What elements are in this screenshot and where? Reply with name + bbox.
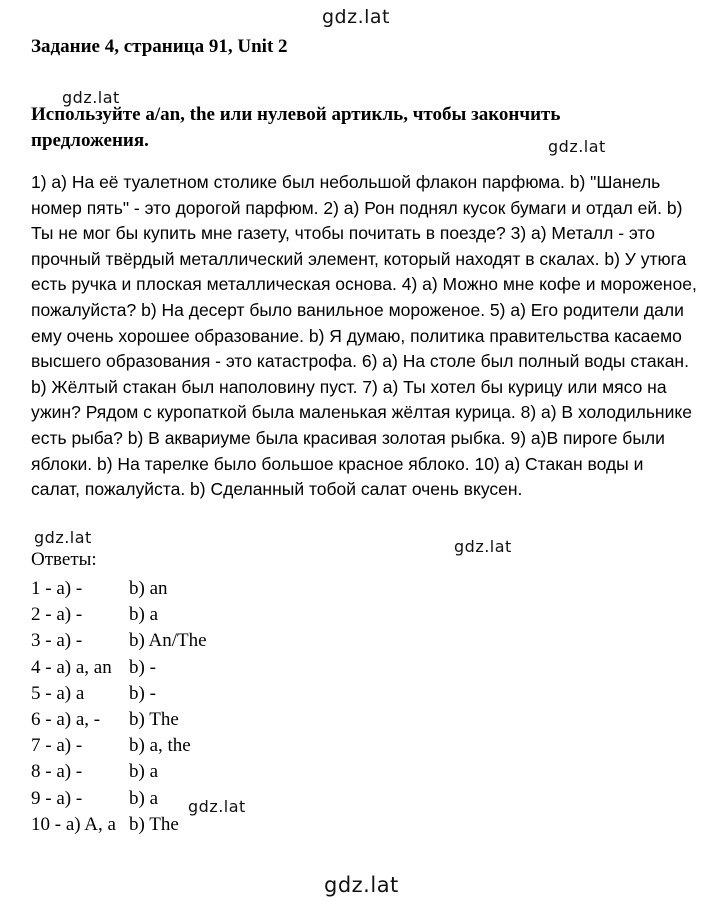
- watermark: gdz.lat: [188, 797, 246, 816]
- answer-b: b) The: [129, 708, 179, 730]
- answer-b: b) a: [129, 761, 159, 783]
- watermark: gdz.lat: [62, 88, 120, 107]
- answer-b: b) a: [129, 787, 159, 809]
- answer-a: 1 - a) -: [31, 578, 83, 599]
- answer-a: 6 - a) a, -: [31, 708, 101, 730]
- answer-a: 7 - a) -: [31, 735, 83, 757]
- watermark: gdz.lat: [454, 537, 512, 556]
- page-title: Задание 4, страница 91, Unit 2: [31, 36, 288, 57]
- exercise-body-text: 1) a) На её туалетном столике был небольшой флакон парфюма. b) "Шанель номер пять" - это дорогой парфюм. 2) a) Рон поднял кусок бумаги и отдал ей. b) Ты не мог бы купить мне газету, чтобы почитать в поезде? 3) a) Металл - это прочный твёрдый металлический элемент, который находят в скалах. b) У утюга есть ручка и плоская металлическая основа. 4) a) Можно мне кофе и мороженое, пожалуйста? b) На десерт было ванильное мороженое. 5) a) Его родители дали ему очень хорошее образование. b) Я думаю, политика правительства касаемо высшего образования - это катастрофа. 6) a) На столе был полный воды стакан. b) Жёлтый стакан был наполовину пуст. 7) a) Ты хотел бы курицу или мясо на ужин? Рядом с куропаткой была маленькая жёлтая курица. 8) a) В холодильнике есть рыба? b) В аквариуме была красивая золотая рыбка. 9) a)В пироге были яблоки. b) На тарелке было большое красное яблоко. 10) a) Стакан воды и салат, пожалуйста. b) Сделанный тобой салат очень вкусен.: [31, 172, 697, 500]
- answer-a: 10 - a) A, a: [31, 813, 116, 835]
- answer-b: b) a: [129, 604, 159, 626]
- answer-a: 9 - a) -: [31, 787, 83, 809]
- answer-a: 3 - a) -: [31, 630, 83, 652]
- answer-b: b) an: [129, 578, 168, 599]
- instruction-text: Используйте a/an, the или нулевой артикль, чтобы закончить предложения.: [31, 104, 561, 151]
- watermark: gdz.lat: [322, 6, 391, 28]
- answer-b: b) An/The: [129, 630, 207, 652]
- answer-b: b) a, the: [129, 735, 191, 757]
- answers-heading: Ответы:: [31, 549, 97, 570]
- watermark: gdz.lat: [324, 873, 399, 897]
- answer-a: 8 - a) -: [31, 761, 83, 783]
- watermark: gdz.lat: [548, 137, 606, 156]
- answer-b: b) -: [129, 682, 156, 704]
- watermark: gdz.lat: [34, 528, 92, 547]
- answer-b: b) The: [129, 813, 179, 835]
- answer-b: b) -: [129, 656, 156, 678]
- answer-a: 2 - a) -: [31, 604, 83, 626]
- answer-a: 4 - a) a, an: [31, 656, 112, 678]
- answer-a: 5 - a) a: [31, 682, 85, 704]
